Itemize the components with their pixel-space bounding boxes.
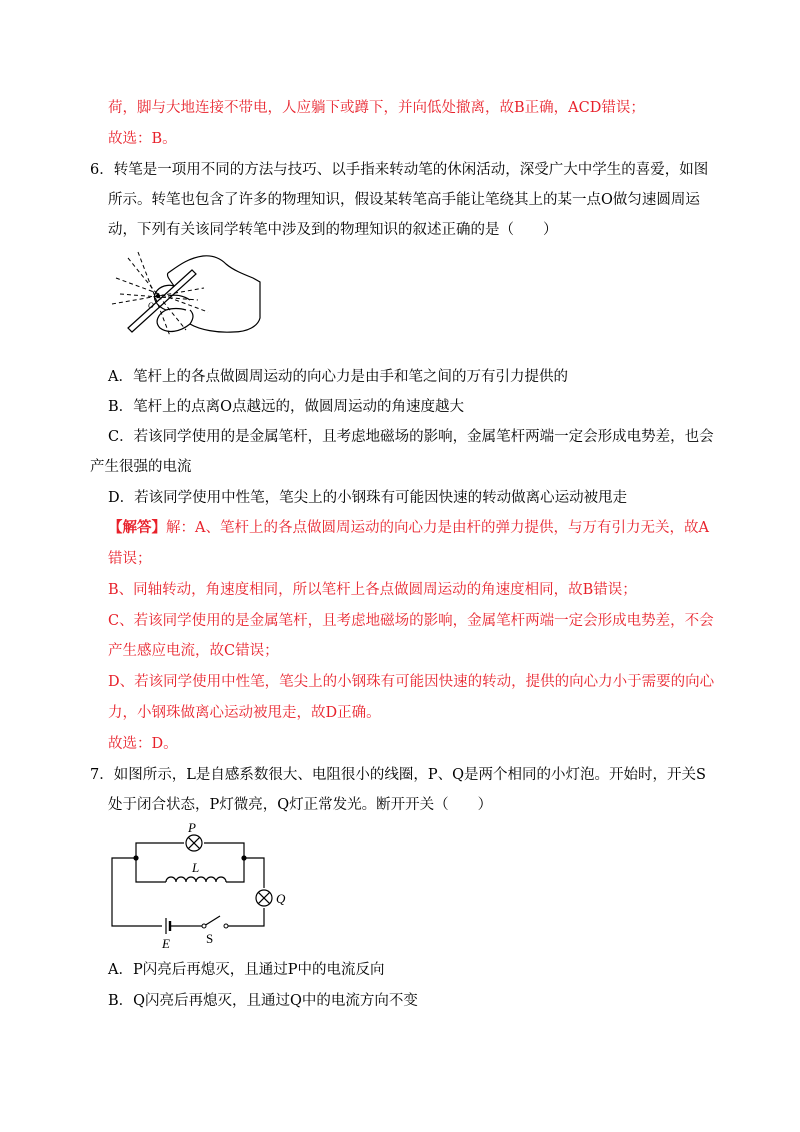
label-e: E xyxy=(162,936,170,951)
q6-answer-line-2: 错误； xyxy=(108,551,152,567)
q6-option-a: A．笔杆上的各点做圆周运动的向心力是由手和笔之间的万有引力提供的 xyxy=(108,369,568,385)
switch-icon xyxy=(202,924,206,928)
figure-point-label: O xyxy=(148,301,154,310)
q7-option-a: A．P闪亮后再熄灭，且通过P中的电流反向 xyxy=(108,962,385,978)
lamp-q-icon xyxy=(256,890,272,906)
q6-stem-line-1: 6．转笔是一项用不同的方法与技巧、以手指来转动笔的休闲活动，深受广大中学生的喜爱，如图 xyxy=(90,162,709,178)
label-q: Q xyxy=(276,891,286,906)
q6-answer-line-5: 产生感应电流，故C错误； xyxy=(108,643,279,659)
battery-icon xyxy=(166,918,170,934)
answer-text: 解：A、笔杆上的各点做圆周运动的向心力是由杆的弹力提供，与万有引力无关，故A xyxy=(166,520,709,536)
q6-answer-line-1 xyxy=(108,518,709,538)
q7-stem-line-1: 7．如图所示，L是自感系数很大、电阻很小的线圈，P、Q是两个相同的小灯泡。开始时，开关S xyxy=(90,767,706,783)
q6-stem-line-2: 所示。转笔也包含了许多的物理知识，假设某转笔高手能让笔绕其上的某一点O做匀速圆周运 xyxy=(108,192,700,208)
prev-answer-choice: 故选：B。 xyxy=(108,131,177,147)
q6-answer-line-7: 力，小钢珠做离心运动被甩走，故D正确。 xyxy=(108,705,381,721)
label-l: L xyxy=(192,860,200,875)
q6-option-d: D．若该同学使用中性笔，笔尖上的小钢珠有可能因快速的转动做离心运动被甩走 xyxy=(108,490,628,506)
answer-tag: 【解答】 xyxy=(108,519,166,536)
q6-answer-line-4: C、若该同学使用的是金属笔杆，且考虑地磁场的影响，金属笔杆两端一定会形成电势差，不会 xyxy=(108,613,714,629)
pen-spinning-figure xyxy=(108,248,268,340)
q6-stem-line-3: 动，下列有关该同学转笔中涉及到的物理知识的叙述正确的是（ ） xyxy=(108,222,558,238)
prev-answer-line: 荷，脚与大地连接不带电，人应躺下或蹲下，并向低处撤离，故B正确，ACD错误； xyxy=(108,100,645,116)
q6-option-c-line-2: 产生很强的电流 xyxy=(90,459,192,475)
q7-option-b: B．Q闪亮后再熄灭，且通过Q中的电流方向不变 xyxy=(108,993,418,1009)
lamp-p-icon xyxy=(186,835,202,851)
q6-answer-line-6: D、若该同学使用中性笔，笔尖上的小钢珠有可能因快速的转动，提供的向心力小于需要的向心 xyxy=(108,674,715,690)
q6-option-c-line-1: C．若该同学使用的是金属笔杆，且考虑地磁场的影响，金属笔杆两端一定会形成电势差，也会 xyxy=(108,429,714,445)
q6-option-b: B．笔杆上的点离O点越远的，做圆周运动的角速度越大 xyxy=(108,399,465,415)
q7-stem-line-2: 处于闭合状态，P灯微亮，Q灯正常发光。断开开关（ ） xyxy=(108,797,493,813)
q6-answer-choice: 故选：D。 xyxy=(108,736,178,752)
label-s: S xyxy=(206,931,214,946)
label-p: P xyxy=(188,820,196,835)
q6-answer-line-3: B、同轴转动，角速度相同，所以笔杆上各点做圆周运动的角速度相同，故B错误； xyxy=(108,582,637,598)
circuit-diagram xyxy=(100,818,300,953)
